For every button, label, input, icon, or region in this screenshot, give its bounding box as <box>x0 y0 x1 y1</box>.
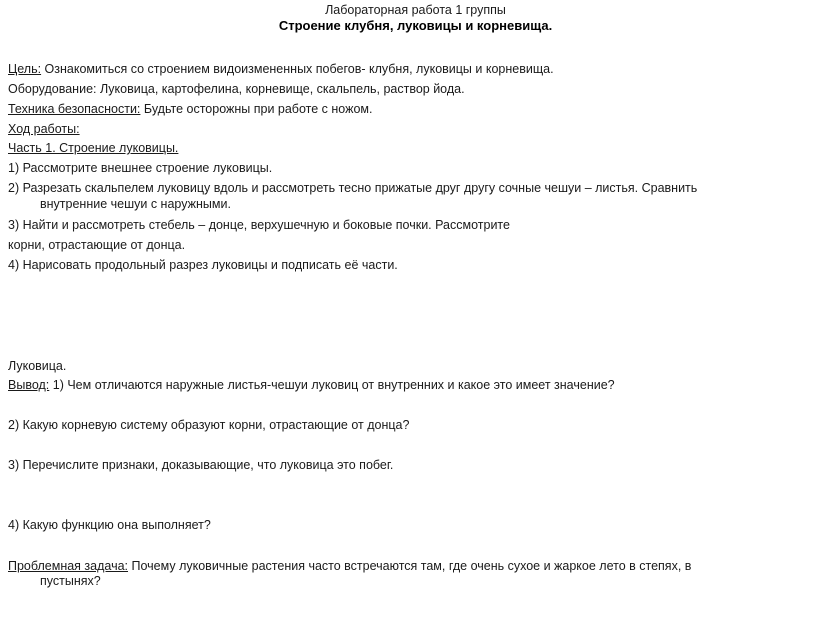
goal-label: Цель: <box>8 62 42 76</box>
question-1: 1) Чем отличаются наружные листья-чешуи луковиц от внутренних и какое это имеет значение? <box>49 378 615 392</box>
step-2-cont: внутренние чешуи с наружными. <box>40 197 231 211</box>
step-3-cont: корни, отрастающие от донца. <box>8 238 186 252</box>
figure-caption: Луковица. <box>8 359 67 373</box>
page-title: Строение клубня, луковицы и корневища. <box>278 18 553 33</box>
step-4: 4) Нарисовать продольный разрез луковицы и подписать её части. <box>8 258 398 272</box>
progress-label: Ход работы: <box>8 122 80 136</box>
conclusion-label: Вывод: <box>8 378 50 392</box>
part1-label: Часть 1. Строение луковицы. <box>8 141 179 155</box>
problem-text-cont: пустынях? <box>40 574 101 588</box>
problem-label: Проблемная задача: <box>8 559 129 573</box>
step-2: 2) Разрезать скальпелем луковицу вдоль и рассмотреть тесно прижатые друг другу сочные чешуи – листья. Сравнить <box>8 181 698 195</box>
safety-text: Будьте осторожны при работе с ножом. <box>140 102 373 116</box>
question-3: 3) Перечислите признаки, доказывающие, что луковица это побег. <box>8 458 394 472</box>
safety-line <box>8 102 372 117</box>
conclusion-line <box>8 378 615 393</box>
goal-text: Ознакомиться со строением видоизмененных побегов- клубня, луковицы и корневища. <box>41 62 554 76</box>
problem-text: Почему луковичные растения часто встречаются там, где очень сухое и жаркое лето в степях, в <box>128 559 692 573</box>
goal-line <box>8 62 554 77</box>
question-4: 4) Какую функцию она выполняет? <box>8 518 211 532</box>
equipment-line: Оборудование: Луковица, картофелина, корневище, скальпель, раствор йода. <box>8 82 465 96</box>
problem-line <box>8 559 691 574</box>
step-1: 1) Рассмотрите внешнее строение луковицы. <box>8 161 273 175</box>
step-3: 3) Найти и рассмотреть стебель – донце, верхушечную и боковые почки. Рассмотрите <box>8 218 510 232</box>
header-line: Лабораторная работа 1 группы <box>325 3 506 17</box>
safety-label: Техника безопасности: <box>8 102 141 116</box>
question-2: 2) Какую корневую систему образуют корни, отрастающие от донца? <box>8 418 410 432</box>
